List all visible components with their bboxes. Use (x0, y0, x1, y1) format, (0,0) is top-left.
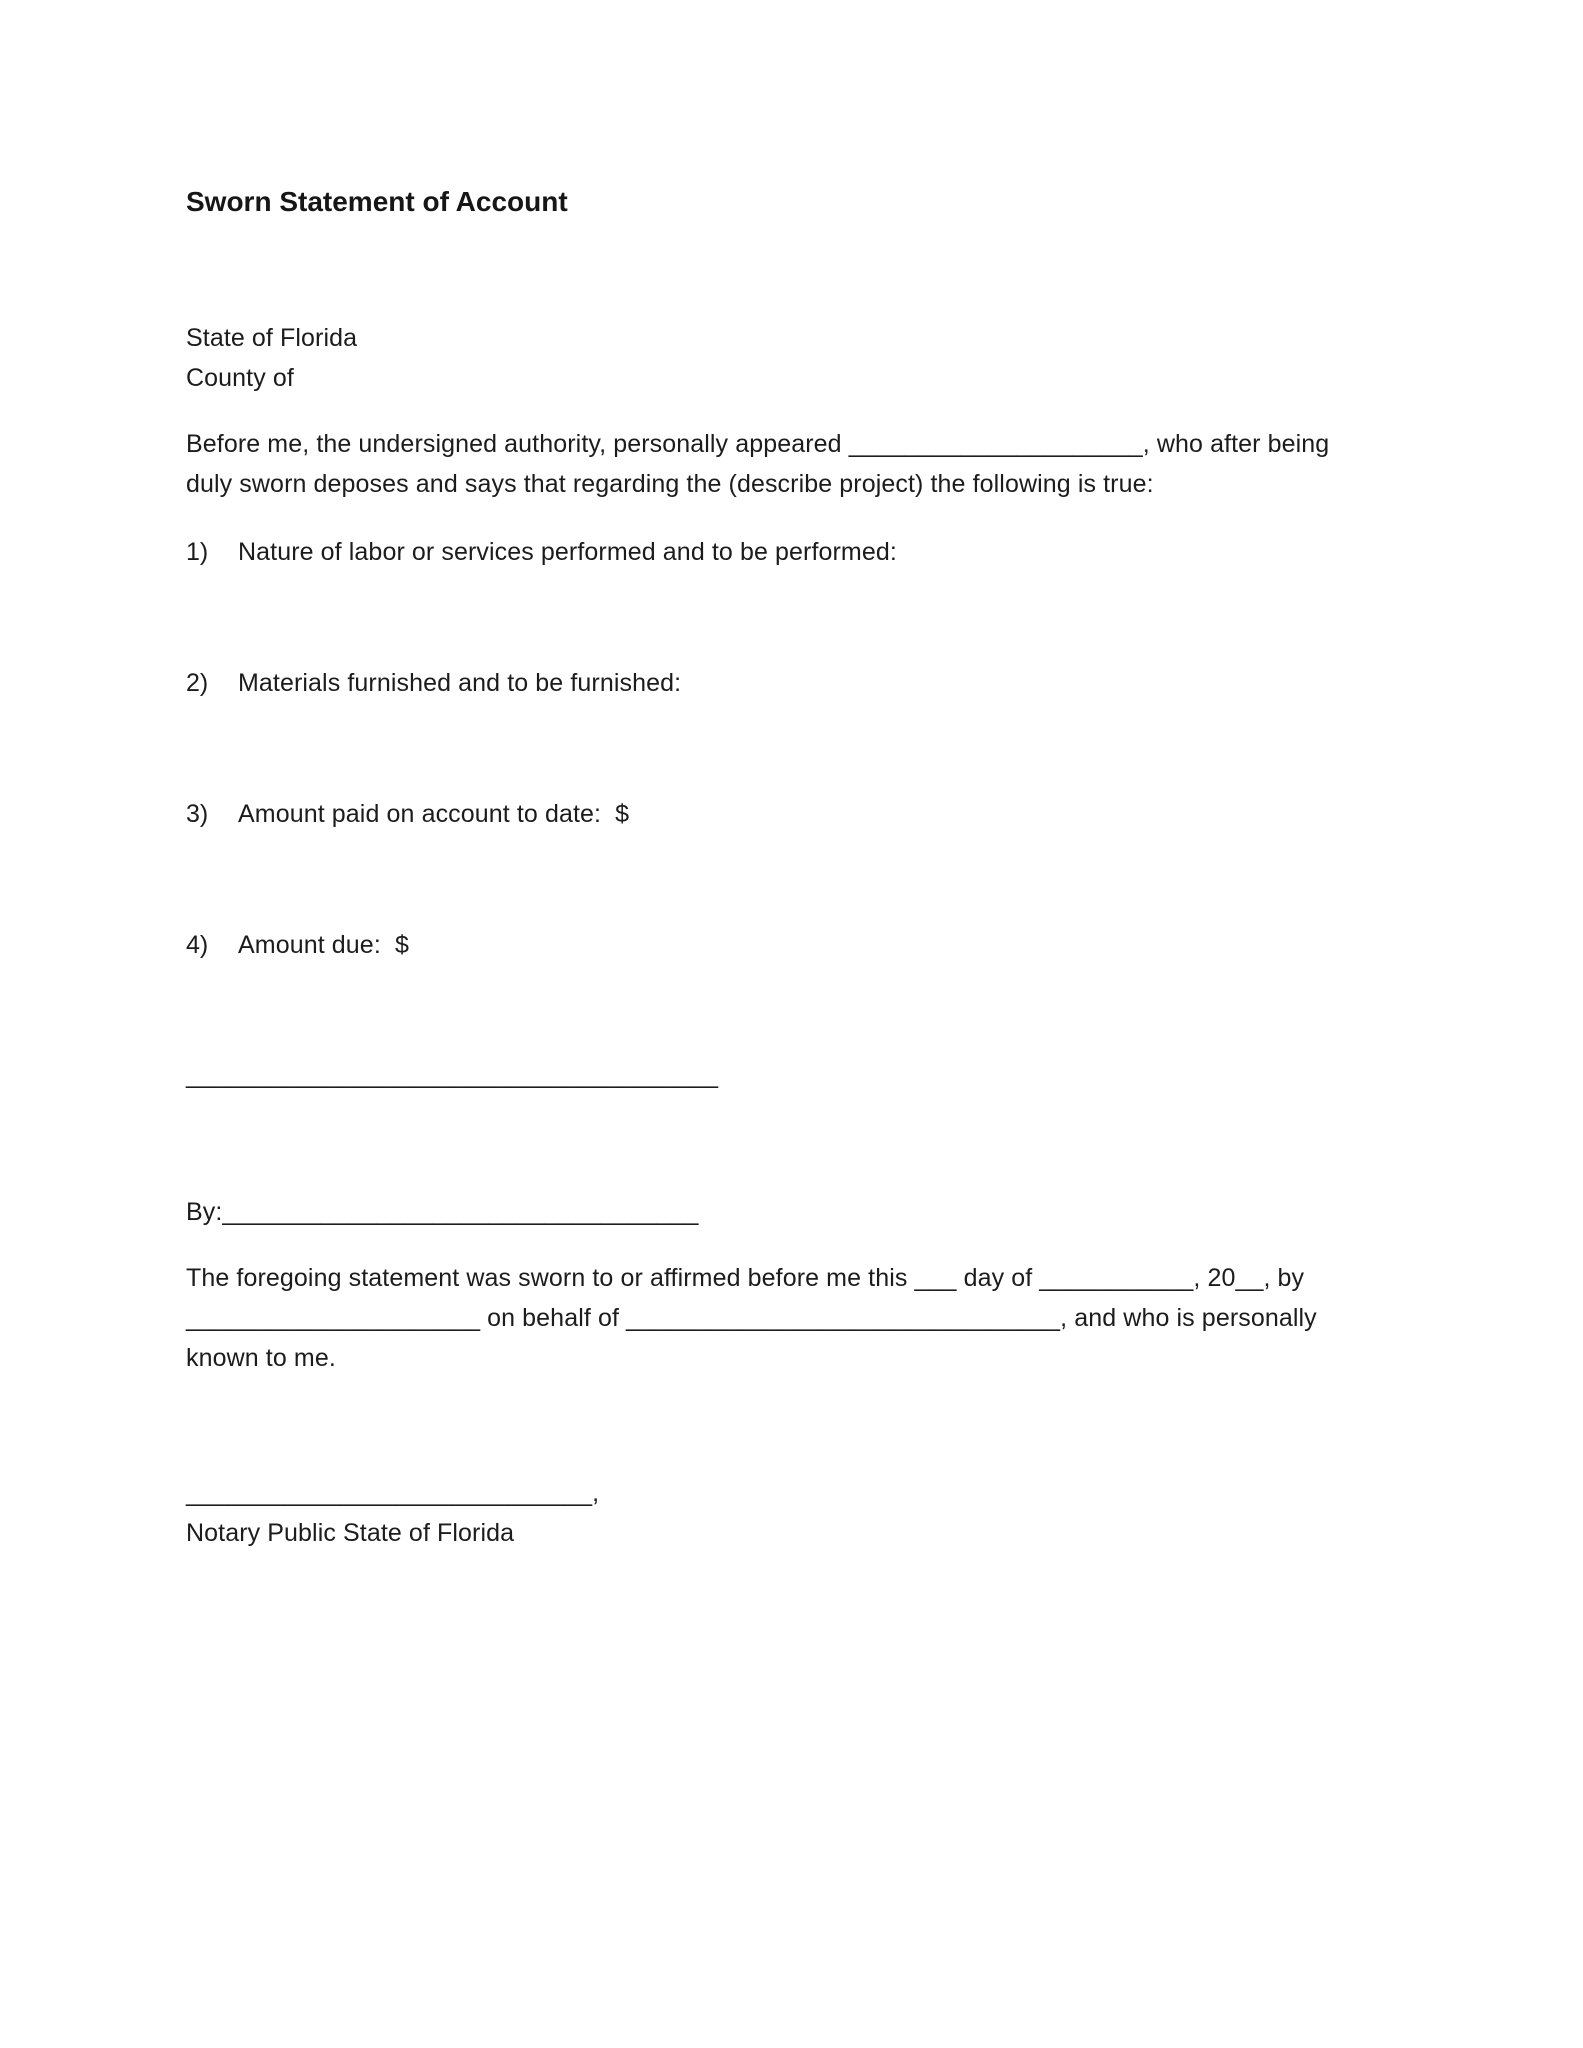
signatory-signature-line: ______________________________________ (186, 1061, 719, 1089)
list-item-amount-paid (186, 794, 1397, 834)
by-line: By:__________________________________ (186, 1198, 699, 1226)
attestation-paragraph (186, 1258, 1397, 1378)
notary-title: Notary Public State of Florida (186, 1519, 515, 1547)
attestation-line-3: known to me. (186, 1344, 336, 1372)
list-item-materials-furnished (186, 663, 1397, 703)
item-text: Materials furnished and to be furnished: (238, 669, 682, 697)
notary-block (186, 1473, 1397, 1553)
item-number: 3) (186, 800, 209, 828)
intro-line-2: duly sworn deposes and says that regarding the (describe project) the following is true: (186, 470, 1154, 498)
item-number: 4) (186, 931, 209, 959)
notary-signature-line: _____________________________, (186, 1479, 600, 1507)
item-text: Amount paid on account to date: $ (238, 800, 630, 828)
attestation-line-2: _____________________ on behalf of _______________________________, and who is personally (186, 1304, 1317, 1332)
item-number: 2) (186, 669, 209, 697)
state-line: State of Florida (186, 324, 358, 352)
item-number: 1) (186, 538, 209, 566)
item-text: Amount due: $ (238, 931, 409, 959)
document-title: Sworn Statement of Account (186, 186, 568, 217)
intro-paragraph (186, 424, 1397, 504)
county-line: County of (186, 364, 294, 392)
list-item-amount-due (186, 925, 1397, 965)
attestation-line-1: The foregoing statement was sworn to or affirmed before me this ___ day of ___________, 20__, by (186, 1264, 1305, 1292)
jurisdiction-block (186, 318, 1397, 398)
list-item-nature-of-labor (186, 532, 1397, 572)
intro-line-1: Before me, the undersigned authority, personally appeared _____________________, who after being (186, 430, 1330, 458)
item-text: Nature of labor or services performed and to be performed: (238, 538, 897, 566)
